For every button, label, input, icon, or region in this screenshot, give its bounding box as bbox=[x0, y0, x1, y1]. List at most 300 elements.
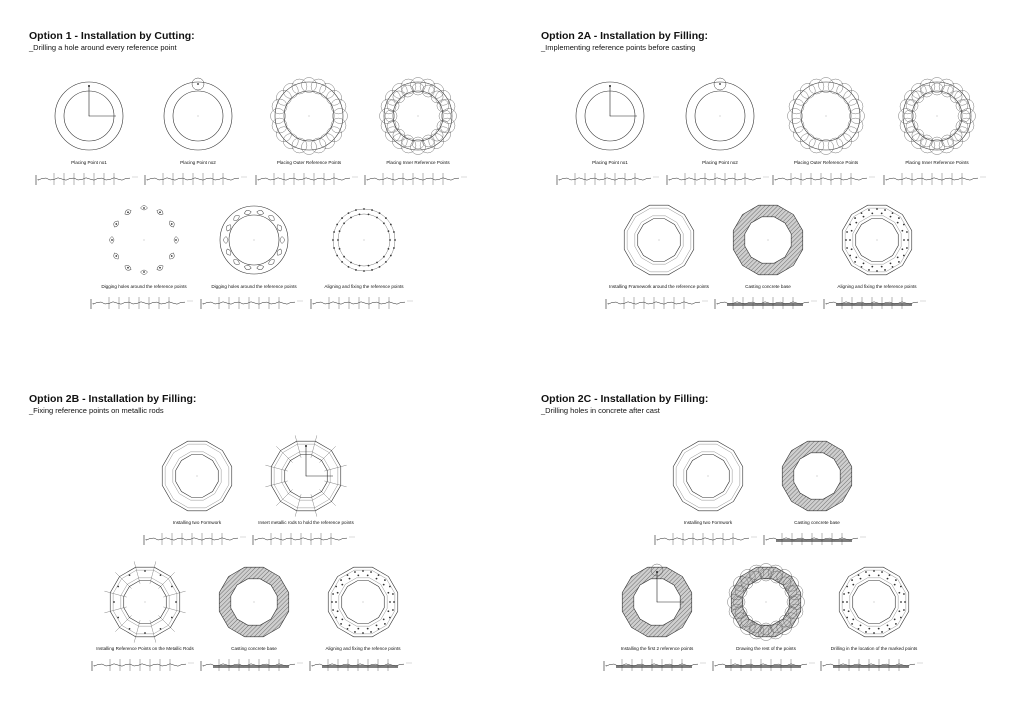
reference-circle bbox=[411, 78, 426, 93]
reference-point bbox=[171, 223, 173, 225]
reference-point bbox=[865, 571, 867, 573]
reference-point bbox=[362, 570, 364, 572]
reference-point bbox=[331, 601, 333, 603]
step-caption: Casting concrete base bbox=[231, 646, 277, 651]
option-2a-title: Option 2A - Installation by Filling: bbox=[541, 30, 709, 42]
reference-circle bbox=[422, 85, 434, 97]
reference-circle bbox=[941, 85, 953, 97]
reference-point bbox=[890, 216, 892, 218]
reference-point bbox=[901, 230, 903, 232]
reference-point bbox=[846, 247, 848, 249]
option-2a-step-7 bbox=[822, 200, 932, 312]
reference-point bbox=[341, 261, 343, 263]
section-drawing bbox=[199, 657, 309, 673]
section-drawing bbox=[665, 171, 775, 187]
step-caption: Digging holes around the reference points bbox=[211, 284, 297, 289]
reference-circle bbox=[850, 109, 865, 124]
reference-point bbox=[858, 628, 860, 630]
option-2c-step-1 bbox=[653, 436, 763, 548]
center-mark bbox=[254, 602, 255, 603]
reference-point bbox=[873, 632, 875, 634]
section-drawing bbox=[882, 171, 992, 187]
reference-circle bbox=[848, 118, 863, 133]
reference-point bbox=[336, 224, 338, 226]
reference-point bbox=[340, 623, 342, 625]
reference-circle bbox=[837, 83, 852, 98]
step-caption: Installing Framework around the reference points bbox=[609, 284, 709, 289]
option-1-step-1 bbox=[34, 76, 144, 188]
reference-circle bbox=[402, 135, 414, 147]
reference-point bbox=[378, 574, 380, 576]
hole bbox=[244, 265, 252, 271]
reference-point bbox=[127, 267, 129, 269]
hole bbox=[224, 237, 229, 244]
reference-point bbox=[900, 617, 902, 619]
reference-point bbox=[393, 231, 395, 233]
center-mark bbox=[877, 240, 878, 241]
reference-point bbox=[863, 262, 865, 264]
reference-point bbox=[143, 271, 145, 273]
metallic-rod bbox=[134, 620, 140, 642]
option-1-step-5 bbox=[89, 200, 199, 312]
reference-point bbox=[892, 212, 894, 214]
center-mark bbox=[768, 240, 769, 241]
center-mark bbox=[145, 602, 146, 603]
reference-circle bbox=[793, 127, 808, 142]
step-caption: Installing the first 2 reference points bbox=[620, 646, 694, 651]
reference-point bbox=[903, 593, 905, 595]
reference-point bbox=[393, 601, 395, 603]
hole bbox=[244, 209, 252, 215]
reference-point bbox=[889, 574, 891, 576]
section-drawing bbox=[822, 295, 932, 311]
reference-circle bbox=[393, 91, 405, 103]
reference-point bbox=[337, 592, 339, 594]
reference-point bbox=[350, 262, 352, 264]
reference-point bbox=[895, 623, 897, 625]
reference-circle bbox=[956, 100, 968, 112]
step-caption: Installing two Formwork bbox=[683, 520, 733, 525]
section-drawing bbox=[34, 171, 144, 187]
center-mark bbox=[418, 116, 419, 117]
reference-circle bbox=[809, 138, 824, 153]
reference-point bbox=[860, 624, 862, 626]
option-2c-step-5 bbox=[819, 562, 929, 674]
reference-circle bbox=[272, 118, 287, 133]
reference-circle bbox=[789, 99, 804, 114]
section-concrete bbox=[727, 303, 803, 306]
reference-circle bbox=[393, 129, 405, 141]
reference-point bbox=[336, 255, 338, 257]
reference-point bbox=[384, 623, 386, 625]
hole bbox=[256, 265, 264, 271]
option-2c-step-3 bbox=[602, 562, 712, 674]
section-drawing bbox=[143, 171, 253, 187]
section-drawing bbox=[771, 171, 881, 187]
reference-point bbox=[159, 211, 161, 213]
reference-circle bbox=[837, 134, 852, 149]
reference-point bbox=[370, 571, 372, 573]
reference-circle bbox=[931, 83, 943, 95]
reference-circle bbox=[844, 127, 859, 142]
metallic-rod bbox=[324, 481, 346, 487]
reference-point bbox=[387, 592, 389, 594]
option-2c-subtitle: _Drilling holes in concrete after cast bbox=[541, 406, 660, 415]
reference-circle bbox=[930, 140, 945, 155]
section-drawing bbox=[713, 295, 823, 311]
reference-circle bbox=[412, 83, 424, 95]
reference-circle bbox=[271, 109, 286, 124]
reference-circle bbox=[921, 85, 933, 97]
reference-point bbox=[903, 224, 905, 226]
reference-point bbox=[129, 574, 131, 576]
reference-point bbox=[863, 216, 865, 218]
option-1-subtitle: _Drilling a hole around every reference point bbox=[29, 43, 177, 52]
option-1-step-4 bbox=[363, 76, 473, 188]
reference-point bbox=[858, 574, 860, 576]
reference-point bbox=[907, 239, 909, 241]
plan-drawing bbox=[619, 200, 699, 280]
reference-point bbox=[881, 571, 883, 573]
reference-point bbox=[367, 575, 369, 577]
reference-point bbox=[865, 631, 867, 633]
reference-point bbox=[385, 217, 387, 219]
reference-point bbox=[898, 261, 900, 263]
option-2b-step-4 bbox=[199, 562, 309, 674]
reference-circle bbox=[904, 110, 916, 122]
plan-drawing bbox=[834, 562, 914, 642]
reference-point bbox=[903, 255, 905, 257]
metallic-rod bbox=[276, 489, 292, 505]
reference-circle bbox=[912, 91, 924, 103]
center-mark bbox=[309, 116, 310, 117]
metallic-rod bbox=[150, 620, 156, 642]
reference-point bbox=[347, 574, 349, 576]
plan-drawing bbox=[324, 200, 404, 280]
hole bbox=[232, 258, 240, 266]
reference-point bbox=[860, 578, 862, 580]
reference-point bbox=[363, 270, 365, 272]
option-2a-step-5 bbox=[604, 200, 714, 312]
reference-point bbox=[876, 270, 878, 272]
metallic-rod bbox=[163, 591, 185, 597]
step-caption: Casting concrete base bbox=[745, 284, 791, 289]
reference-circle bbox=[906, 100, 918, 112]
reference-point bbox=[368, 265, 370, 267]
section-drawing bbox=[308, 657, 418, 673]
reference-point bbox=[388, 230, 390, 232]
reference-point bbox=[390, 255, 392, 257]
reference-point bbox=[846, 586, 848, 588]
section-drawing bbox=[89, 295, 199, 311]
reference-point bbox=[171, 586, 173, 588]
reference-point bbox=[349, 624, 351, 626]
reference-circle bbox=[311, 79, 326, 94]
section-drawing bbox=[142, 531, 252, 547]
reference-point bbox=[389, 601, 391, 603]
step-caption: Digging holes around the reference points bbox=[101, 284, 187, 289]
reference-circle bbox=[439, 110, 451, 122]
plan-drawing bbox=[726, 562, 806, 642]
section-drawing bbox=[604, 295, 714, 311]
hole bbox=[256, 209, 264, 215]
option-2b-step-2 bbox=[251, 436, 361, 548]
reference-point bbox=[849, 224, 851, 226]
reference-point bbox=[392, 609, 394, 611]
reference-point bbox=[354, 631, 356, 633]
metallic-rod bbox=[276, 446, 292, 462]
reference-point bbox=[849, 239, 851, 241]
option-1-step-3 bbox=[254, 76, 364, 188]
reference-point bbox=[873, 570, 875, 572]
section-concrete bbox=[725, 665, 801, 668]
metallic-rod bbox=[134, 561, 140, 583]
reference-circle bbox=[380, 109, 395, 124]
step-caption: Placing Inner Reference Points bbox=[386, 160, 450, 165]
plan-drawing bbox=[570, 76, 650, 156]
reference-point bbox=[852, 584, 854, 586]
option-2a-step-3 bbox=[771, 76, 881, 188]
reference-circle bbox=[385, 110, 397, 122]
reference-point bbox=[144, 570, 146, 572]
reference-circle bbox=[809, 79, 824, 94]
plan-drawing bbox=[269, 76, 349, 156]
section-concrete bbox=[616, 665, 692, 668]
reference-point bbox=[357, 575, 359, 577]
reference-circle bbox=[788, 109, 803, 124]
reference-point bbox=[868, 209, 870, 211]
option-2a-subtitle: _Implementing reference points before casting bbox=[541, 43, 696, 52]
metallic-rod bbox=[265, 465, 287, 471]
reference-point bbox=[868, 269, 870, 271]
metallic-rod bbox=[311, 435, 317, 457]
step-caption: Installing two Formwork bbox=[172, 520, 222, 525]
reference-point bbox=[881, 631, 883, 633]
reference-circle bbox=[276, 90, 291, 105]
reference-point bbox=[341, 584, 343, 586]
reference-circle bbox=[906, 120, 918, 132]
reference-point bbox=[349, 578, 351, 580]
center-mark bbox=[197, 476, 198, 477]
reference-circle bbox=[431, 91, 443, 103]
plan-drawing bbox=[214, 200, 294, 280]
reference-point bbox=[359, 213, 361, 215]
reference-point bbox=[871, 266, 873, 268]
reference-point bbox=[871, 213, 873, 215]
step-caption: Insert metallic rods to hold the reference points bbox=[258, 520, 354, 525]
reference-circle bbox=[387, 120, 399, 132]
reference-circle bbox=[302, 78, 317, 93]
reference-point bbox=[348, 266, 350, 268]
reference-point bbox=[884, 269, 886, 271]
reference-circle bbox=[819, 140, 834, 155]
center-mark bbox=[198, 116, 199, 117]
reference-circle bbox=[283, 83, 298, 98]
step-caption: Aligning and fixing the reference points bbox=[837, 284, 917, 289]
reference-point bbox=[884, 209, 886, 211]
reference-point bbox=[333, 247, 335, 249]
reference-point bbox=[348, 212, 350, 214]
plan-drawing bbox=[378, 76, 458, 156]
reference-circle bbox=[411, 140, 426, 155]
reference-circle bbox=[958, 110, 970, 122]
option-1-step-6 bbox=[199, 200, 309, 312]
reference-point bbox=[117, 617, 119, 619]
reference-point bbox=[384, 579, 386, 581]
reference-point bbox=[376, 217, 378, 219]
plan-drawing bbox=[680, 76, 760, 156]
plan-drawing bbox=[668, 436, 748, 516]
plan-drawing bbox=[49, 76, 129, 156]
reference-point bbox=[355, 269, 357, 271]
reference-point bbox=[383, 618, 385, 620]
plan-drawing bbox=[157, 436, 237, 516]
reference-circle bbox=[412, 137, 424, 149]
reference-point bbox=[900, 601, 902, 603]
step-caption: Placing Point no1 bbox=[592, 160, 628, 165]
reference-point bbox=[129, 628, 131, 630]
hole bbox=[232, 214, 240, 222]
reference-point bbox=[383, 222, 385, 224]
section-concrete bbox=[776, 539, 852, 542]
reference-point bbox=[861, 266, 863, 268]
reference-circle bbox=[387, 100, 399, 112]
metallic-rod bbox=[324, 465, 346, 471]
reference-point bbox=[843, 609, 845, 611]
reference-point bbox=[387, 610, 389, 612]
reference-point bbox=[848, 610, 850, 612]
reference-point bbox=[900, 586, 902, 588]
reference-point bbox=[175, 239, 177, 241]
metallic-rod bbox=[319, 446, 335, 462]
reference-point bbox=[878, 575, 880, 577]
reference-circle bbox=[950, 129, 962, 141]
reference-point bbox=[855, 256, 857, 258]
step-caption: Placing Inner Reference Points bbox=[905, 160, 969, 165]
step-caption: Aligning and fixing the reference points bbox=[324, 284, 404, 289]
option-2c-step-2 bbox=[762, 436, 872, 548]
center-mark bbox=[254, 240, 255, 241]
reference-point bbox=[88, 85, 90, 87]
reference-circle bbox=[320, 83, 335, 98]
reference-point bbox=[160, 628, 162, 630]
reference-point bbox=[903, 609, 905, 611]
reference-point bbox=[390, 224, 392, 226]
plan-drawing bbox=[105, 562, 185, 642]
reference-point bbox=[355, 209, 357, 211]
section-drawing bbox=[90, 657, 200, 673]
step-caption: Placing Outer Reference Points bbox=[276, 160, 342, 165]
reference-circle bbox=[828, 79, 843, 94]
step-caption: Placing Point no2 bbox=[180, 160, 216, 165]
reference-point bbox=[890, 262, 892, 264]
reference-point bbox=[897, 222, 899, 224]
reference-circle bbox=[789, 118, 804, 133]
reference-point bbox=[363, 208, 365, 210]
step-caption: Placing Point no1 bbox=[71, 160, 107, 165]
reference-circle bbox=[931, 137, 943, 149]
reference-point bbox=[843, 593, 845, 595]
section-drawing bbox=[363, 171, 473, 187]
reference-point bbox=[887, 624, 889, 626]
reference-point bbox=[848, 592, 850, 594]
option-2c-title: Option 2C - Installation by Filling: bbox=[541, 393, 709, 405]
metallic-rod bbox=[319, 489, 335, 505]
reference-circle bbox=[800, 134, 815, 149]
reference-point bbox=[343, 222, 345, 224]
reference-point bbox=[609, 85, 611, 87]
reference-point bbox=[903, 239, 905, 241]
reference-circle bbox=[961, 109, 976, 124]
center-mark bbox=[659, 240, 660, 241]
section-drawing bbox=[602, 657, 712, 673]
option-2b-step-3 bbox=[90, 562, 200, 674]
reference-point bbox=[851, 579, 853, 581]
reference-point bbox=[855, 222, 857, 224]
reference-circle bbox=[276, 127, 291, 142]
reference-point bbox=[117, 586, 119, 588]
reference-point bbox=[371, 269, 373, 271]
plan-drawing bbox=[837, 200, 917, 280]
center-mark bbox=[708, 476, 709, 477]
reference-circle bbox=[800, 83, 815, 98]
reference-circle bbox=[333, 109, 348, 124]
section-drawing bbox=[309, 295, 419, 311]
reference-point bbox=[335, 601, 337, 603]
reference-point bbox=[906, 247, 908, 249]
reference-circle bbox=[442, 109, 457, 124]
reference-point bbox=[359, 265, 361, 267]
reference-point bbox=[335, 617, 337, 619]
section-concrete bbox=[213, 665, 289, 668]
reference-circle bbox=[283, 134, 298, 149]
option-2b-title: Option 2B - Installation by Filling: bbox=[29, 393, 197, 405]
reference-circle bbox=[930, 78, 945, 93]
section-drawing bbox=[199, 295, 309, 311]
reference-point bbox=[376, 262, 378, 264]
center-mark bbox=[937, 116, 938, 117]
center-mark bbox=[874, 602, 875, 603]
metallic-rod bbox=[311, 494, 317, 516]
reference-circle bbox=[320, 134, 335, 149]
reference-point bbox=[376, 624, 378, 626]
plan-drawing bbox=[104, 200, 184, 280]
reference-circle bbox=[327, 90, 342, 105]
metallic-rod bbox=[163, 607, 185, 613]
metallic-rod bbox=[150, 561, 156, 583]
reference-point bbox=[904, 601, 906, 603]
center-mark bbox=[720, 116, 721, 117]
reference-point bbox=[388, 248, 390, 250]
reference-point bbox=[305, 445, 307, 447]
plan-drawing bbox=[617, 562, 697, 642]
reference-point bbox=[383, 256, 385, 258]
reference-circle bbox=[899, 109, 914, 124]
reference-point bbox=[332, 239, 334, 241]
reference-point bbox=[111, 239, 113, 241]
option-1-step-2 bbox=[143, 76, 253, 188]
plan-drawing bbox=[777, 436, 857, 516]
option-2a-step-1 bbox=[555, 76, 665, 188]
reference-point bbox=[389, 239, 391, 241]
reference-point bbox=[895, 579, 897, 581]
reference-point bbox=[894, 584, 896, 586]
reference-point bbox=[368, 213, 370, 215]
plan-drawing bbox=[897, 76, 977, 156]
reference-point bbox=[370, 631, 372, 633]
reference-point bbox=[845, 239, 847, 241]
option-2a-step-6 bbox=[713, 200, 823, 312]
